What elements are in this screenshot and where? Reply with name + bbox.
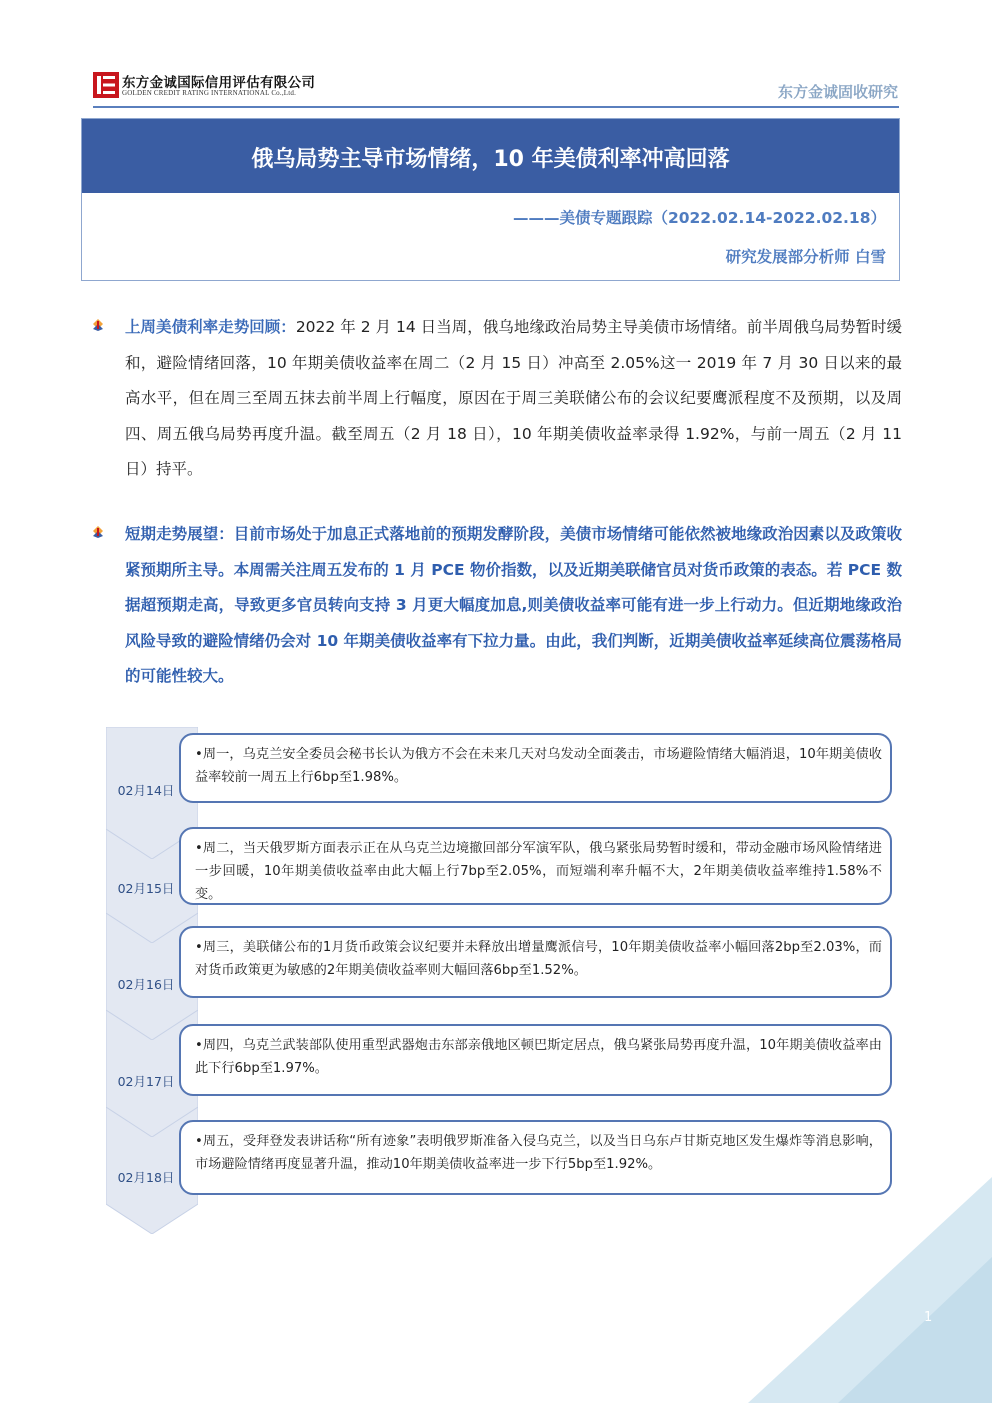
timeline-date: 02月15日 [117,881,175,896]
timeline-event: •周三，美联储公布的1月货币政策会议纪要并未释放出增量鹰派信号，10年期美债收益率小幅回落2bp至2.03%，而对货币政策更为敏感的2年期美债收益率则大幅回落6bp至1.52%。 [179,926,892,998]
outlook-paragraph: 短期走势展望：目前市场处于加息正式落地前的预期发酵阶段，美债市场情绪可能依然被地缘政治因素以及政策收紧预期所主导。本周需关注周五发布的 1 月 PCE 物价指数，以及近期美联储官员对货币政策的表态。若 PCE 数据超预期走高，导致更多官员转向支持 3 月更大幅度加息,则美债收益率可能有进一步上行动力。但近期地缘政治风险导致的避险情绪仍会对 10 年期美债收益率有下拉力量。由此，我们判断，近期美债收益率延续高位震荡格局的可能性较大。 [125,525,902,685]
timeline-event: •周一，乌克兰安全委员会秘书长认为俄方不会在未来几天对乌发动全面袭击，市场避险情绪大幅消退，10年期美债收益率较前一周五上行6bp至1.98%。 [179,733,892,803]
weekly-review-body: 2022 年 2 月 14 日当周，俄乌地缘政治局势主导美债市场情绪。前半周俄乌局势暂时缓和，避险情绪回落，10 年期美债收益率在周二（2 月 15 日）冲高至 2.05%这一 2019 年 7 月 30 日以来的最高水平，但在周三至周五抹去前半周上行幅度，原因在于周三美联储公布的会议纪要鹰派程度不及预期，以及周四、周五俄乌局势再度升温。截至周五（2 月 18 日），10 年期美债收益率录得 1.92%，与前一周五（2 月 11 日）持平。 [125,318,902,478]
timeline-date: 02月16日 [117,977,175,992]
diamond-bullet-icon [91,525,105,539]
golden-credit-logo-icon [93,72,119,98]
research-brand-label: 东方金诚固收研究 [777,83,898,101]
report-title-box [81,118,900,281]
timeline-date: 02月17日 [117,1074,175,1089]
diamond-bullet-icon [91,318,105,332]
weekly-review-paragraph [125,310,902,488]
company-name-en: GOLDEN CREDIT RATING INTERNATIONAL Co.,Ltd. [122,89,297,97]
timeline-date: 02月18日 [117,1170,175,1185]
weekly-review-heading: 上周美债利率走势回顾： [125,318,296,336]
corner-decoration [748,1177,992,1403]
page-number: 1 [924,1310,933,1325]
header-divider [93,106,899,108]
timeline-event: •周二，当天俄罗斯方面表示正在从乌克兰边境撤回部分军演军队，俄乌紧张局势暂时缓和，带动金融市场风险情绪进一步回暖，10年期美债收益率由此大幅上行7bp至2.05%，而短端利率升幅不大，2年期美债收益率维持1.58%不变。 [179,827,892,905]
timeline-date: 02月14日 [117,783,175,798]
report-subtitle: ———美债专题跟踪（2022.02.14-2022.02.18） [512,209,886,227]
report-title: 俄乌局势主导市场情绪，10 年美债利率冲高回落 [251,147,730,172]
company-name-cn: 东方金诚国际信用评估有限公司 [122,75,316,91]
timeline-event: •周五，受拜登发表讲话称“所有迹象”表明俄罗斯准备入侵乌克兰，以及当日乌东卢甘斯克地区发生爆炸等消息影响，市场避险情绪再度显著升温，推动10年期美债收益率进一步下行5bp至1.92%。 [179,1120,892,1195]
report-author: 研究发展部分析师 白雪 [725,248,886,266]
timeline-event: •周四，乌克兰武装部队使用重型武器炮击东部亲俄地区顿巴斯定居点，俄乌紧张局势再度升温，10年期美债收益率由此下行6bp至1.97%。 [179,1024,892,1096]
